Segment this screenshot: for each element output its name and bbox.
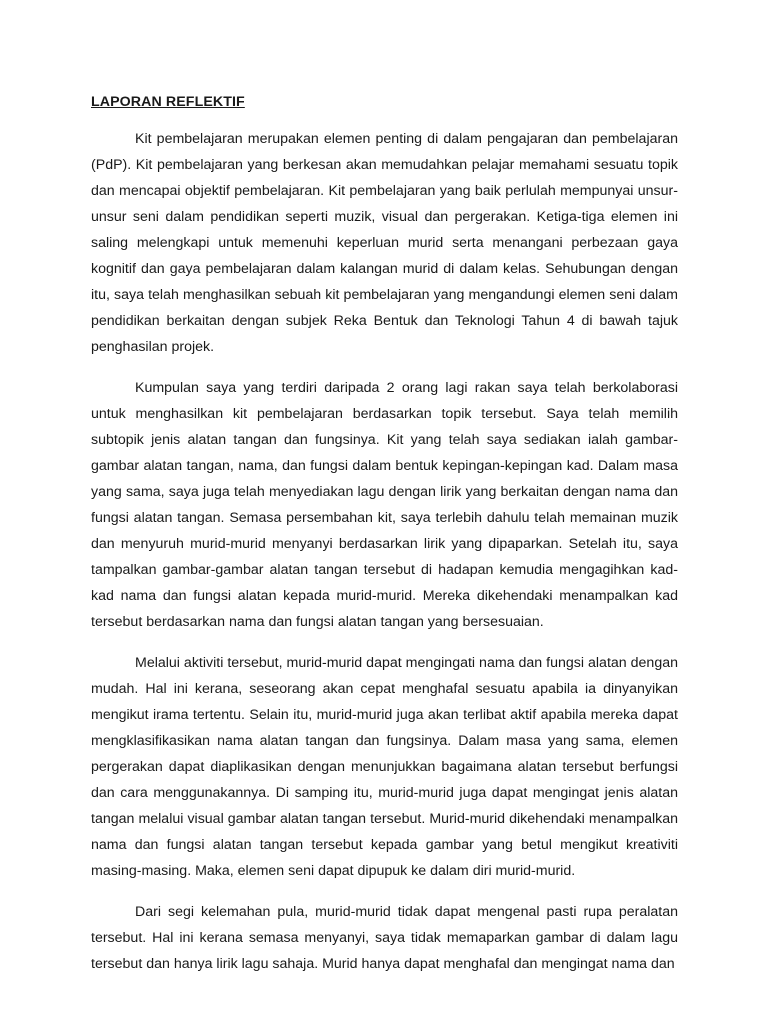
document-title: LAPORAN REFLEKTIF: [91, 94, 245, 110]
document-body: [91, 92, 678, 992]
paragraph-1: Kit pembelajaran merupakan elemen penting di dalam pengajaran dan pembelajaran (PdP). Kit pembelajaran yang berkesan akan memudahkan pelajar memahami sesuatu topik dan mencapai objektif pembelajaran. Kit pembelajaran yang baik perlulah mempunyai unsur-unsur seni dalam pendidikan seperti muzik, visual dan pergerakan. Ketiga-tiga elemen ini saling melengkapi untuk memenuhi keperluan murid serta menangani perbezaan gaya kognitif dan gaya pembelajaran dalam kalangan murid di dalam kelas. Sehubungan dengan itu, saya telah menghasilkan sebuah kit pembelajaran yang mengandungi elemen seni dalam pendidikan berkaitan dengan subjek Reka Bentuk dan Teknologi Tahun 4 di bawah tajuk penghasilan projek.: [91, 131, 678, 355]
paragraph-3: Melalui aktiviti tersebut, murid-murid dapat mengingati nama dan fungsi alatan dengan mudah. Hal ini kerana, seseorang akan cepat menghafal sesuatu apabila ia dinyanyikan mengikut irama tertentu. Selain itu, murid-murid juga akan terlibat aktif apabila mereka dapat mengklasifikasikan nama alatan tangan dan fungsinya. Dalam masa yang sama, elemen pergerakan dapat diaplikasikan dengan menunjukkan bagaimana alatan tersebut berfungsi dan cara menggunakannya. Di samping itu, murid-murid juga dapat mengingat jenis alatan tangan melalui visual gambar alatan tangan tersebut. Murid-murid dikehendaki menampalkan nama dan fungsi alatan tangan tersebut kepada gambar yang betul mengikut kreativiti masing-masing. Maka, elemen seni dapat dipupuk ke dalam diri murid-murid.: [91, 655, 678, 879]
paragraph-2: Kumpulan saya yang terdiri daripada 2 orang lagi rakan saya telah berkolaborasi untuk menghasilkan kit pembelajaran berdasarkan topik tersebut. Saya telah memilih subtopik jenis alatan tangan dan fungsinya. Kit yang telah saya sediakan ialah gambar-gambar alatan tangan, nama, dan fungsi dalam bentuk kepingan-kepingan kad. Dalam masa yang sama, saya juga telah menyediakan lagu dengan lirik yang berkaitan dengan nama dan fungsi alatan tangan. Semasa persembahan kit, saya terlebih dahulu telah memainan muzik dan menyuruh murid-murid menyanyi berdasarkan lirik yang dipaparkan. Setelah itu, saya tampalkan gambar-gambar alatan tangan tersebut di hadapan kemudia mengagihkan kad-kad nama dan fungsi alatan kepada murid-murid. Mereka dikehendaki menampalkan kad tersebut berdasarkan nama dan fungsi alatan tangan yang bersesuaian.: [91, 380, 678, 630]
paragraph-4: Dari segi kelemahan pula, murid-murid tidak dapat mengenal pasti rupa peralatan tersebut. Hal ini kerana semasa menyanyi, saya tidak memaparkan gambar di dalam lagu tersebut dan hanya lirik lagu sahaja. Murid hanya dapat menghafal dan mengingat nama dan: [91, 904, 678, 972]
